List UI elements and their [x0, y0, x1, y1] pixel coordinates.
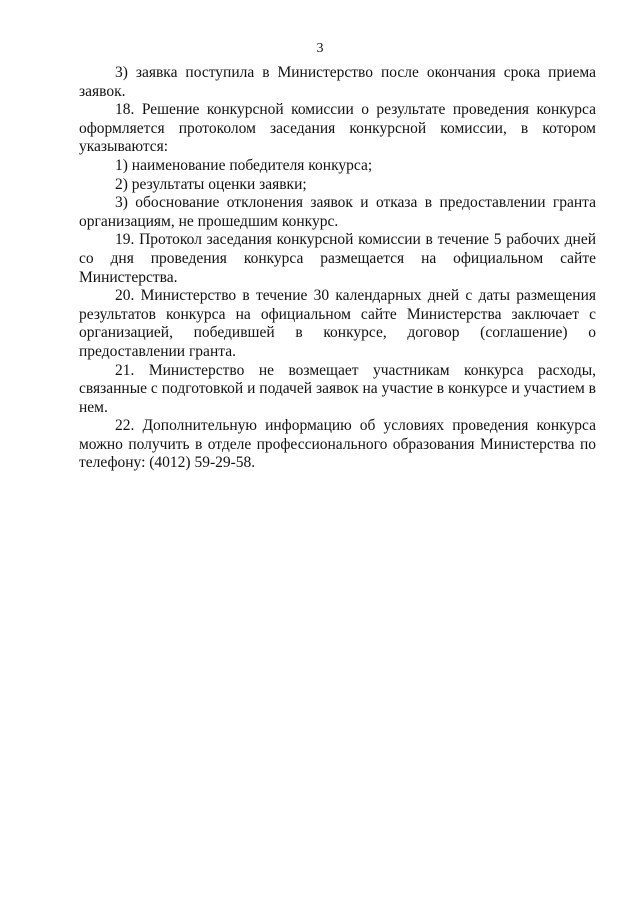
paragraph-item-1-winner-name: 1) наименование победителя конкурса;	[115, 156, 373, 174]
paragraph-22-contact-info: 22. Дополнительную информацию об условиях проведения конкурса можно получить в отделе профессионального образования Министерства по телефону: (4012) 59-29-58.	[79, 417, 596, 472]
paragraph-item-3-late-application: 3) заявка поступила в Министерство после окончания срока приема заявок.	[79, 64, 596, 100]
paragraph-item-3-rejection-grounds: 3) обоснование отклонения заявок и отказа в предоставлении гранта организациям, не прошедшим конкурс.	[79, 194, 596, 230]
paragraph-20-agreement: 20. Министерство в течение 30 календарных дней с даты размещения результатов конкурса на официальном сайте Министерства заключает с организацией, победившей в конкурсе, договор (соглашение) о предоставлении гранта.	[79, 287, 596, 360]
paragraph-item-2-evaluation-results: 2) результаты оценки заявки;	[115, 175, 307, 193]
paragraph-19-protocol-publication: 19. Протокол заседания конкурсной комиссии в течение 5 рабочих дней со дня проведения конкурса размещается на официальном сайте Министерства.	[79, 231, 596, 286]
paragraph-21-expenses: 21. Министерство не возмещает участникам конкурса расходы, связанные с подготовкой и подачей заявок на участие в конкурсе и участием в нем.	[79, 361, 596, 416]
page-number: 3	[316, 41, 324, 56]
paragraph-18-commission-decision: 18. Решение конкурсной комиссии о результате проведения конкурса оформляется протоколом заседания конкурсной комиссии, в котором указываются:	[79, 101, 596, 156]
document-body	[79, 64, 596, 473]
